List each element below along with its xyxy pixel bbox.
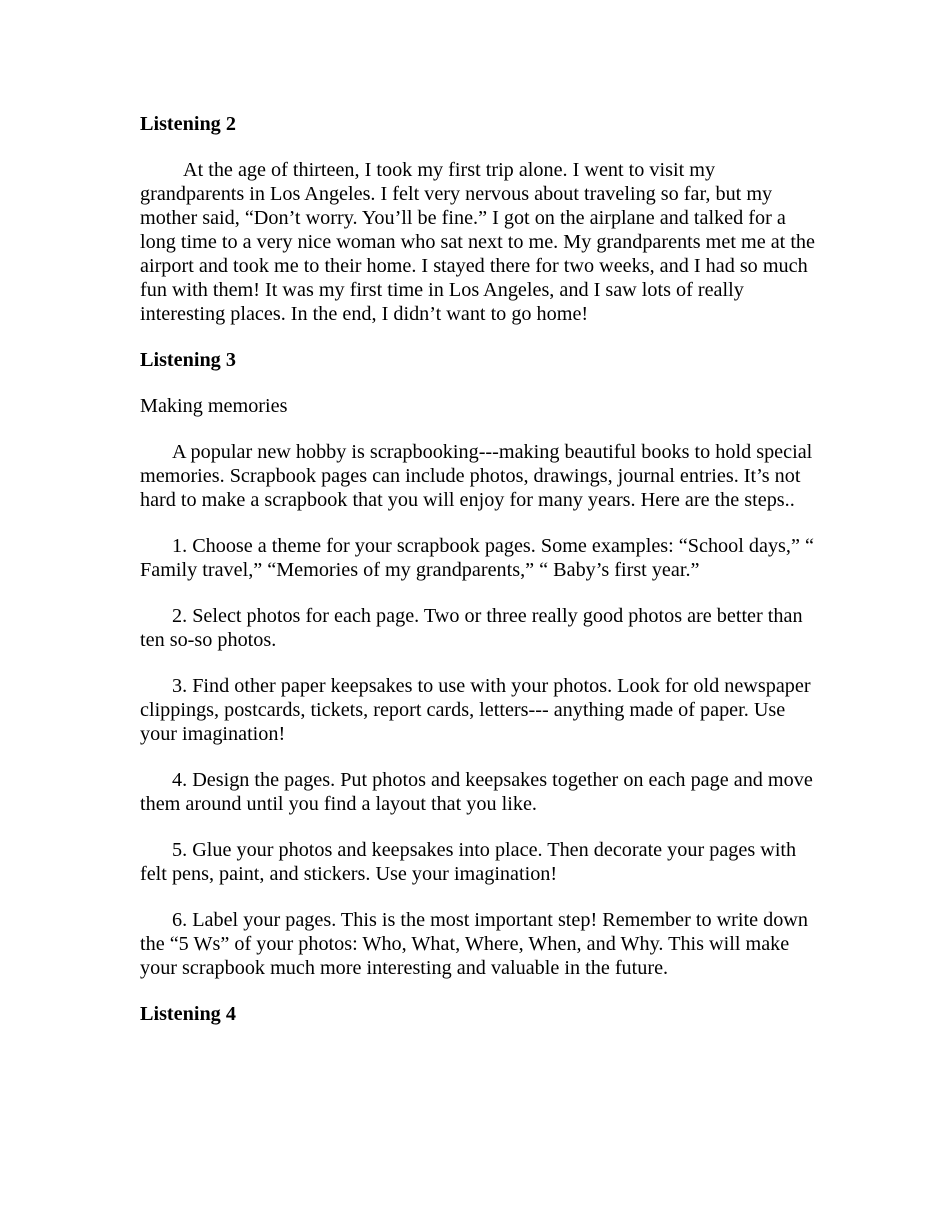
- listening-4-heading: Listening 4: [140, 1003, 236, 1025]
- listening-2-heading: Listening 2: [140, 113, 236, 135]
- document-page: [140, 112, 820, 1048]
- listening-3-subtitle: Making memories: [140, 395, 288, 417]
- step-5: 5. Glue your photos and keepsakes into place. Then decorate your pages with felt pens, paint, and stickers. Use your imagination!: [140, 839, 797, 885]
- step-3: 3. Find other paper keepsakes to use with your photos. Look for old newspaper clippings, postcards, tickets, report cards, letters--- anything made of paper. Use your imagination!: [140, 675, 811, 745]
- listening-3-heading: Listening 3: [140, 349, 236, 371]
- step-1: 1. Choose a theme for your scrapbook pages. Some examples: “School days,” “ Family travel,” “Memories of my grandparents,” “ Baby’s first year.”: [140, 535, 814, 581]
- step-2: 2. Select photos for each page. Two or three really good photos are better than ten so-so photos.: [140, 605, 803, 651]
- step-4: 4. Design the pages. Put photos and keepsakes together on each page and move them around until you find a layout that you like.: [140, 769, 813, 815]
- step-6: 6. Label your pages. This is the most important step! Remember to write down the “5 Ws” of your photos: Who, What, Where, When, and Why. This will make your scrapbook much more interesting and valuable in the future.: [140, 909, 808, 979]
- listening-2-paragraph: At the age of thirteen, I took my first trip alone. I went to visit my grandparents in Los Angeles. I felt very nervous about traveling so far, but my mother said, “Don’t worry. You’ll be fine.” I got on the airplane and talked for a long time to a very nice woman who sat next to me. My grandparents met me at the airport and took me to their home. I stayed there for two weeks, and I had so much fun with them! It was my first time in Los Angeles, and I saw lots of really interesting places. In the end, I didn’t want to go home!: [140, 159, 815, 325]
- listening-3-intro: A popular new hobby is scrapbooking---making beautiful books to hold special memories. Scrapbook pages can include photos, drawings, journal entries. It’s not hard to make a scrapbook that you will enjoy for many years. Here are the steps..: [140, 441, 813, 511]
